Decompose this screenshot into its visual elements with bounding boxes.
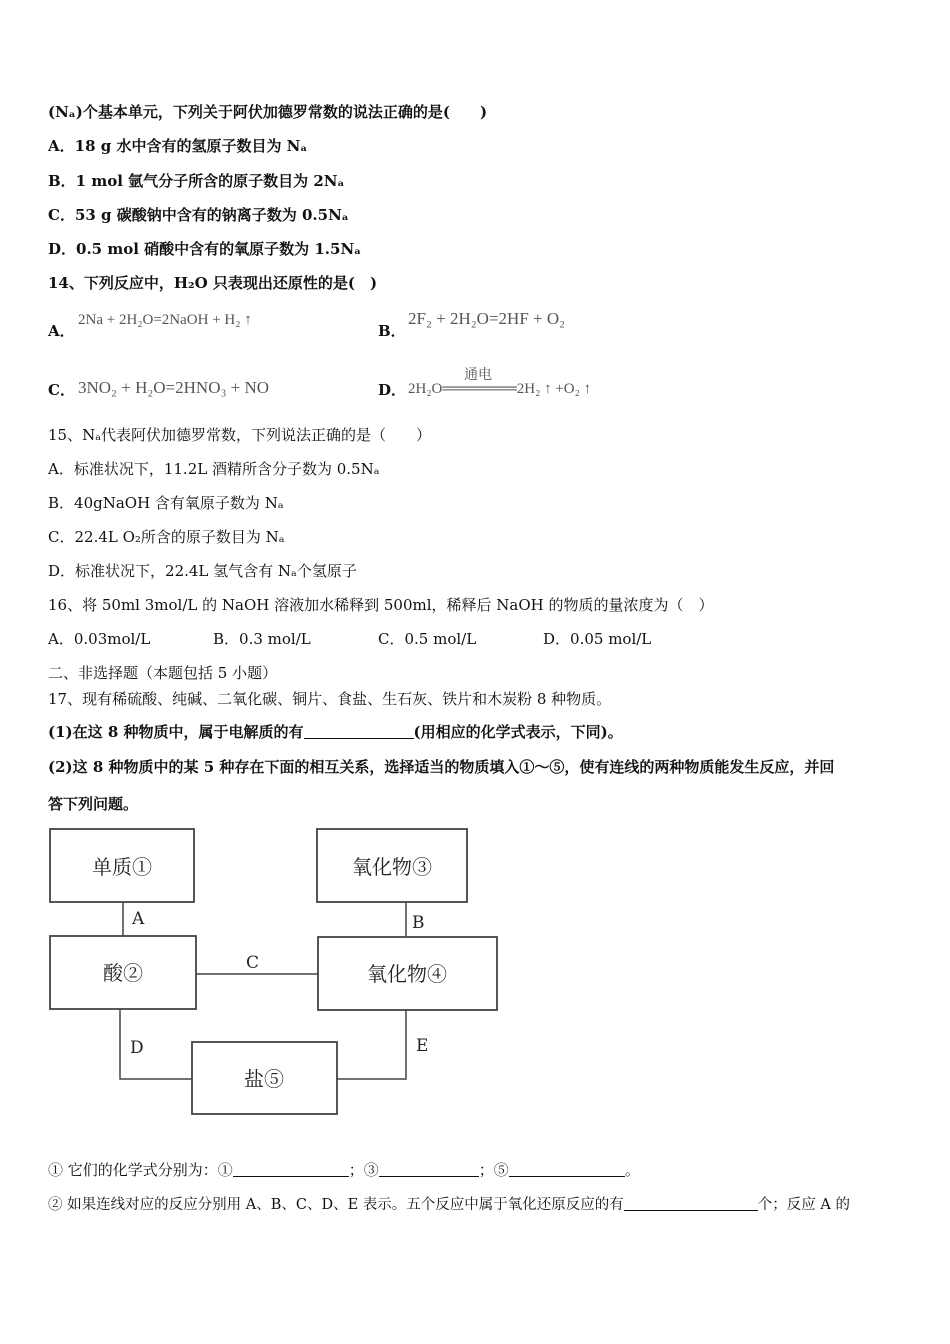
q17-part2-line2: 答下列问题。	[48, 795, 139, 813]
q13-option-a: A．18 g 水中含有的氢原子数目为 Nₐ	[48, 137, 308, 155]
q17-sub2-tail: 个；反应 A 的	[757, 1197, 850, 1213]
q14-stem: 14、下列反应中，H₂O 只表现出还原性的是( )	[48, 274, 378, 292]
box-label-salt: 盐⑤	[244, 1067, 284, 1091]
q17-sub1-sep2: ；⑤	[478, 1161, 509, 1179]
q17-stem: 17、现有稀硫酸、纯碱、二氧化碳、铜片、食盐、生石灰、铁片和木炭粉 8 种物质。	[48, 690, 612, 708]
q14-equation-d: 2H₂O═══════2H₂ ↑ +O₂ ↑	[408, 381, 592, 397]
q13-stem: (Nₐ)个基本单元，下列关于阿伏加德罗常数的说法正确的是( )	[48, 103, 488, 121]
q16-option-d: D．0.05 mol/L	[543, 630, 652, 648]
q14-label-a: A．	[48, 322, 75, 340]
link-label-d: D	[130, 1038, 144, 1058]
q15-option-d: D．标准状况下，22.4L 氢气含有 Nₐ个氢原子	[48, 562, 357, 580]
link-label-c: C	[246, 953, 260, 973]
q17-part2-line1: (2)这 8 种物质中的某 5 种存在下面的相互关系，选择适当的物质填入①～⑤，使有连线的两种物质能发生反应，并回	[48, 758, 835, 776]
q17-part1	[48, 722, 623, 742]
q17-sub1-end: 。	[624, 1161, 640, 1179]
q16-stem: 16、将 50ml 3mol/L 的 NaOH 溶液加水稀释到 500ml，稀释后 NaOH 的物质的量浓度为（ ）	[48, 596, 714, 614]
q17-sub2-lead: ② 如果连线对应的反应分别用 A、B、C、D、E 表示。五个反应中属于氧化还原反应的有	[48, 1197, 624, 1213]
link-label-a: A	[132, 909, 145, 929]
q16-option-c: C．0.5 mol/L	[378, 630, 477, 648]
answer-blank-electrolytes[interactable]	[304, 724, 414, 739]
box-label-element: 单质①	[92, 855, 152, 879]
link-label-b: B	[412, 913, 425, 933]
q17-sub2	[48, 1195, 850, 1215]
q14-equation-c: 3NO₂ + H₂O=2HNO₃ + NO	[78, 378, 270, 397]
q14-label-c: C．	[48, 381, 75, 399]
link-e-line	[337, 1010, 406, 1079]
q15-stem: 15、Nₐ代表阿伏加德罗常数，下列说法正确的是（ ）	[48, 426, 432, 444]
q16-option-b: B．0.3 mol/L	[213, 630, 311, 648]
q17-sub1-lead: ① 它们的化学式分别为：①	[48, 1161, 233, 1179]
box-label-oxide-3: 氧化物③	[352, 855, 432, 879]
q15-option-c: C．22.4L O₂所含的原子数目为 Nₐ	[48, 528, 285, 546]
answer-blank-5[interactable]	[509, 1162, 625, 1177]
box-label-oxide-4: 氧化物④	[367, 962, 447, 986]
box-label-acid: 酸②	[103, 961, 143, 985]
q17-part1-note: (用相应的化学式表示，下同)。	[413, 723, 623, 741]
q17-sub1	[48, 1160, 640, 1180]
relationship-diagram	[40, 820, 510, 1120]
answer-blank-1[interactable]	[233, 1162, 349, 1177]
answer-blank-redox-count[interactable]	[624, 1196, 758, 1211]
q13-option-c: C．53 g 碳酸钠中含有的钠离子数为 0.5Nₐ	[48, 206, 349, 224]
q13-option-b: B．1 mol 氩气分子所含的原子数目为 2Nₐ	[48, 172, 345, 190]
q15-option-b: B．40gNaOH 含有氧原子数为 Nₐ	[48, 494, 284, 512]
q14-label-b: B．	[378, 322, 406, 340]
q14-condition: 通电	[464, 368, 492, 383]
link-label-e: E	[416, 1036, 429, 1056]
q14-label-d: D．	[378, 381, 407, 399]
q16-option-a: A．0.03mol/L	[48, 630, 151, 648]
q17-part1-text: (1)在这 8 种物质中，属于电解质的有	[48, 723, 304, 741]
q15-option-a: A．标准状况下，11.2L 酒精所含分子数为 0.5Nₐ	[48, 460, 380, 478]
q14-equation-a: 2Na + 2H₂O=2NaOH + H₂ ↑	[78, 312, 252, 328]
section-heading: 二、非选择题（本题包括 5 小题）	[48, 664, 278, 682]
q14-equation-b: 2F₂ + 2H₂O=2HF + O₂	[408, 309, 566, 328]
answer-blank-3[interactable]	[379, 1162, 479, 1177]
q13-option-d: D．0.5 mol 硝酸中含有的氧原子数为 1.5Nₐ	[48, 240, 362, 258]
q17-sub1-sep1: ；③	[348, 1161, 379, 1179]
